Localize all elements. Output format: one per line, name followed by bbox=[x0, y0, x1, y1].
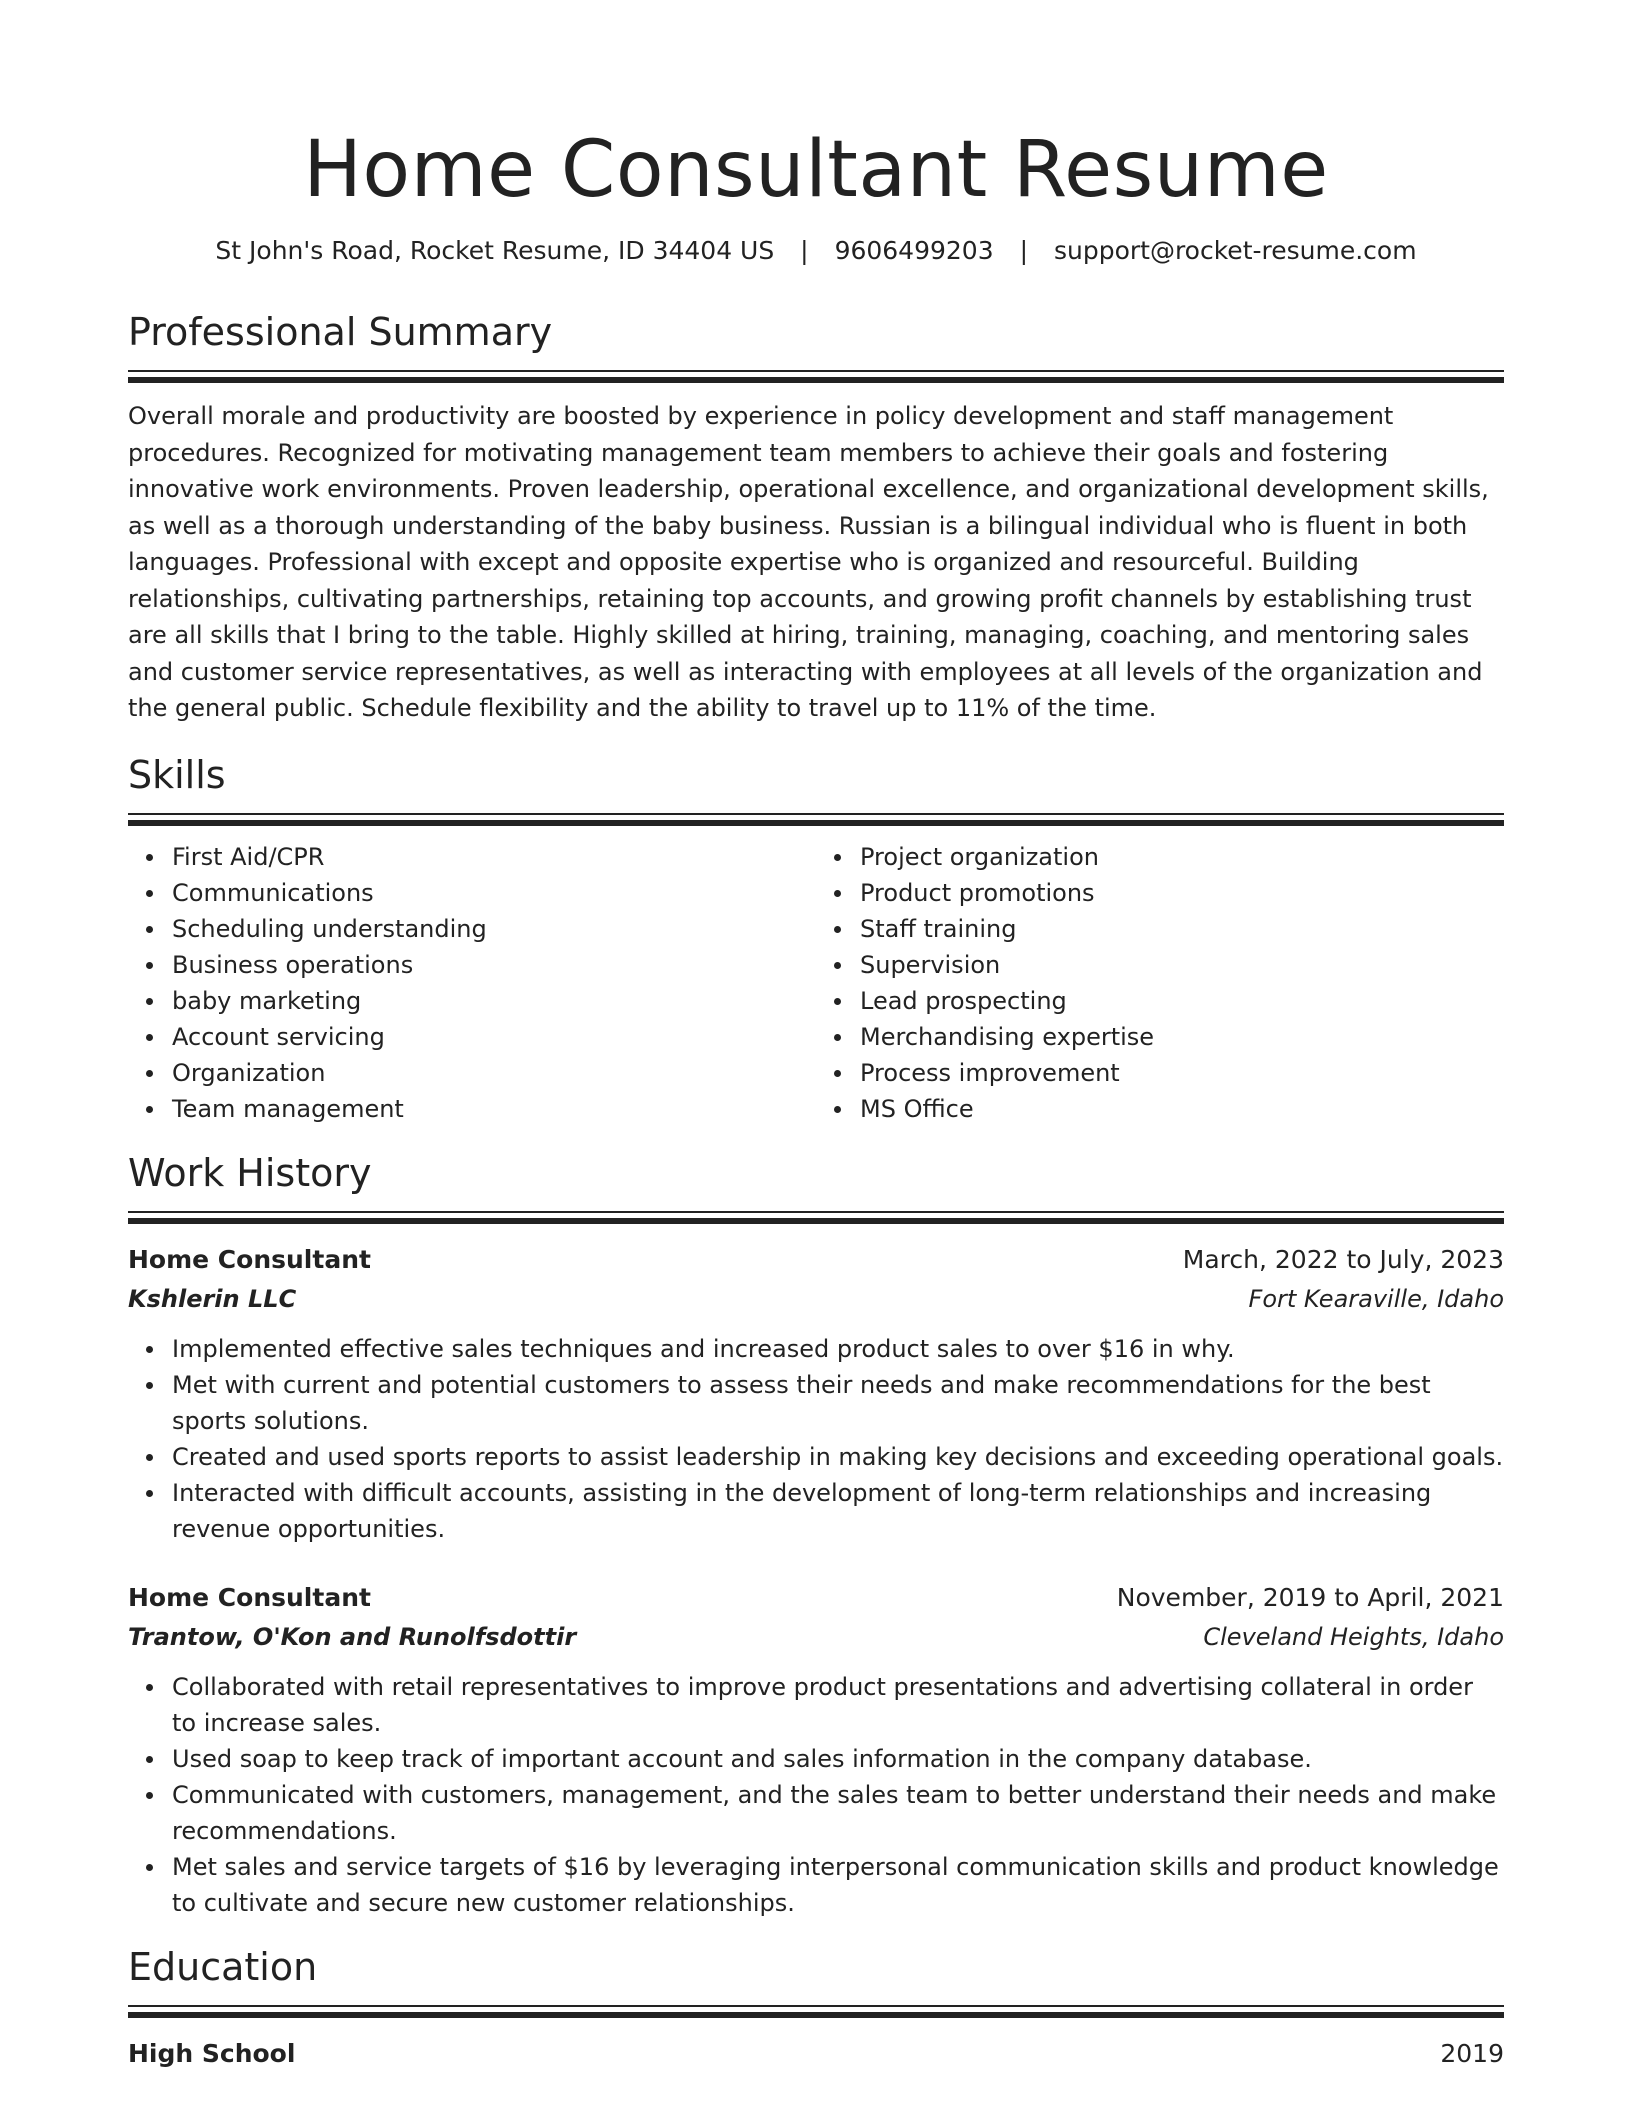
skill-item: Communications bbox=[172, 875, 816, 911]
skill-item: Supervision bbox=[860, 947, 1504, 983]
education-entry bbox=[128, 2035, 1504, 2073]
contact-email: support@rocket-resume.com bbox=[1053, 236, 1417, 265]
skill-item: Project organization bbox=[860, 839, 1504, 875]
resume-title: Home Consultant Resume bbox=[303, 125, 1329, 215]
job-company: Kshlerin LLC bbox=[128, 1284, 297, 1313]
job-bullet: Interacted with difficult accounts, assisting in the development of long-term relationships and increasing revenue opportunities. bbox=[172, 1475, 1504, 1547]
skills-column-left bbox=[128, 839, 816, 1127]
skills-heading: Skills bbox=[128, 752, 226, 797]
skill-item: Business operations bbox=[172, 947, 816, 983]
job-bullet: Created and used sports reports to assist leadership in making key decisions and exceeding operational goals. bbox=[172, 1439, 1504, 1475]
section-divider bbox=[128, 813, 1504, 827]
job-bullets bbox=[128, 1669, 1504, 1921]
job-entry bbox=[128, 1579, 1504, 1921]
summary-text: Overall morale and productivity are boosted by experience in policy development and staff management procedures. Recognized for motivating management team members to achieve their goals and fostering innovative work environments. Proven leadership, operational excellence, and organizational development skills, as well as a thorough understanding of the baby business. Russian is a bilingual individual who is fluent in both languages. Professional with except and opposite expertise who is organized and resourceful. Building relationships, cultivating partnerships, retaining top accounts, and growing profit channels by establishing trust are all skills that I bring to the table. Highly skilled at hiring, training, managing, coaching, and mentoring sales and customer service representatives, as well as interacting with employees at all levels of the organization and the general public. Schedule flexibility and the ability to travel up to 11% of the time. bbox=[128, 402, 1489, 722]
skills-column-right bbox=[816, 839, 1504, 1127]
education-section bbox=[128, 1943, 1504, 2073]
work-section bbox=[128, 1149, 1504, 1921]
skills-list bbox=[128, 839, 1504, 1127]
contact-phone: 9606499203 bbox=[834, 236, 994, 265]
contact-separator: | bbox=[1019, 236, 1029, 265]
job-location: Fort Kearaville, Idaho bbox=[1248, 1284, 1504, 1313]
resume-page bbox=[128, 0, 1504, 2073]
job-bullet: Collaborated with retail representatives to improve product presentations and advertising collateral in order to increase sales. bbox=[172, 1669, 1504, 1741]
section-divider bbox=[128, 2005, 1504, 2019]
job-dates: November, 2019 to April, 2021 bbox=[1116, 1582, 1504, 1612]
section-divider bbox=[128, 370, 1504, 384]
job-bullet: Met sales and service targets of $16 by leveraging interpersonal communication skills and product knowledge to cultivate and secure new customer relationships. bbox=[172, 1849, 1504, 1921]
job-title: Home Consultant bbox=[128, 1244, 371, 1274]
job-company: Trantow, O'Kon and Runolfsdottir bbox=[128, 1622, 577, 1651]
section-divider bbox=[128, 1211, 1504, 1225]
education-heading: Education bbox=[128, 1944, 318, 1989]
skill-item: Process improvement bbox=[860, 1055, 1504, 1091]
skill-item: MS Office bbox=[860, 1091, 1504, 1127]
skill-item: First Aid/CPR bbox=[172, 839, 816, 875]
job-bullets bbox=[128, 1331, 1504, 1547]
job-dates: March, 2022 to July, 2023 bbox=[1182, 1244, 1504, 1274]
skill-item: Team management bbox=[172, 1091, 816, 1127]
job-bullet: Communicated with customers, management, and the sales team to better understand their needs and make recommendations. bbox=[172, 1777, 1504, 1849]
skill-item: Lead prospecting bbox=[860, 983, 1504, 1019]
skill-item: Organization bbox=[172, 1055, 816, 1091]
skill-item: Merchandising expertise bbox=[860, 1019, 1504, 1055]
work-heading: Work History bbox=[128, 1150, 372, 1195]
skills-section bbox=[128, 751, 1504, 1127]
skill-item: Product promotions bbox=[860, 875, 1504, 911]
job-location: Cleveland Heights, Idaho bbox=[1203, 1622, 1504, 1651]
skill-item: baby marketing bbox=[172, 983, 816, 1019]
job-title: Home Consultant bbox=[128, 1582, 371, 1612]
job-bullet: Met with current and potential customers to assess their needs and make recommendations for the best sports solutions. bbox=[172, 1367, 1504, 1439]
job-bullet: Implemented effective sales techniques and increased product sales to over $16 in why. bbox=[172, 1331, 1504, 1367]
contact-line bbox=[128, 234, 1504, 268]
summary-section bbox=[128, 308, 1504, 727]
contact-separator: | bbox=[800, 236, 809, 265]
job-entry bbox=[128, 1241, 1504, 1547]
summary-heading: Professional Summary bbox=[128, 310, 553, 354]
skill-item: Account servicing bbox=[172, 1019, 816, 1055]
job-bullet: Used soap to keep track of important account and sales information in the company database. bbox=[172, 1741, 1504, 1777]
contact-address: St John's Road, Rocket Resume, ID 34404 US bbox=[215, 236, 775, 265]
education-year: 2019 bbox=[1440, 2038, 1504, 2068]
skill-item: Staff training bbox=[860, 911, 1504, 947]
skill-item: Scheduling understanding bbox=[172, 911, 816, 947]
education-degree: High School bbox=[128, 2038, 296, 2068]
